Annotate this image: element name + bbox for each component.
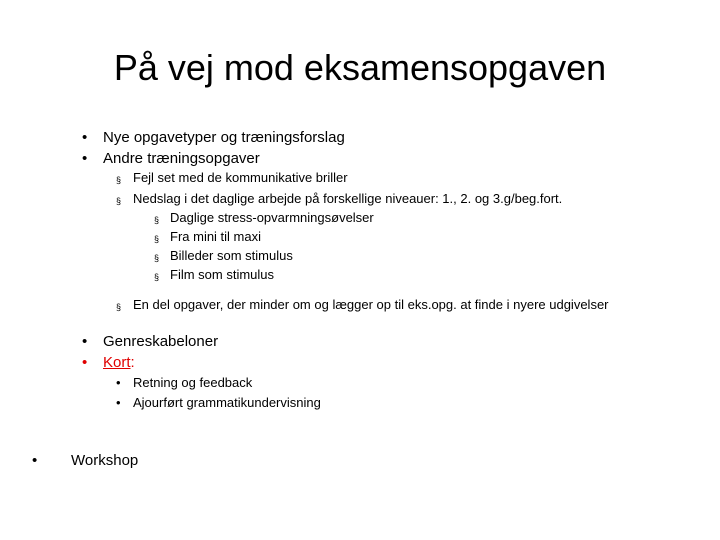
sub-item-note: En del opgaver, der minder om og lægger op til eks.opg. at finde i nyere udgivelser [133, 297, 609, 312]
bullet-dot: • [116, 395, 121, 410]
bullet-dot: • [82, 354, 88, 371]
bullet-square: § [154, 253, 160, 263]
sub-sub-item-stress: Daglige stress-opvarmningsøvelser [170, 210, 374, 225]
sub-item-grammar: Ajourført grammatikundervisning [133, 395, 321, 410]
sub-item-direction-feedback: Retning og feedback [133, 375, 253, 390]
bullet-dot: • [32, 452, 38, 469]
bullet-square: § [154, 215, 160, 225]
bullet-dot: • [82, 333, 88, 350]
sub-item-daily-work: Nedslag i det daglige arbejde på forskellige niveauer: 1., 2. og 3.g/beg.fort. [133, 191, 563, 206]
kort-label: Kort [103, 354, 131, 371]
sub-sub-item-film: Film som stimulus [170, 267, 275, 282]
bullet-dot: • [82, 129, 88, 146]
kort-colon: : [130, 354, 135, 371]
bullet-square: § [116, 175, 122, 185]
bullet-dot: • [116, 375, 121, 390]
slide-title: På vej mod eksamensopgaven [113, 47, 607, 88]
bullet-square: § [116, 196, 122, 206]
list-item-genre-templates: Genreskabeloner [103, 333, 219, 350]
list-item-workshop: Workshop [71, 452, 139, 469]
bullet-square: § [116, 302, 122, 312]
bullet-square: § [154, 234, 160, 244]
list-item-kort [103, 354, 135, 372]
sub-sub-item-images: Billeder som stimulus [170, 248, 293, 263]
bullet-square: § [154, 272, 160, 282]
sub-sub-item-mini-maxi: Fra mini til maxi [170, 229, 262, 244]
sub-item-errors: Fejl set med de kommunikative briller [133, 170, 348, 185]
list-item-other-exercises: Andre træningsopgaver [103, 150, 260, 167]
list-item-new-task-types: Nye opgavetyper og træningsforslag [103, 129, 345, 146]
bullet-dot: • [82, 150, 88, 167]
